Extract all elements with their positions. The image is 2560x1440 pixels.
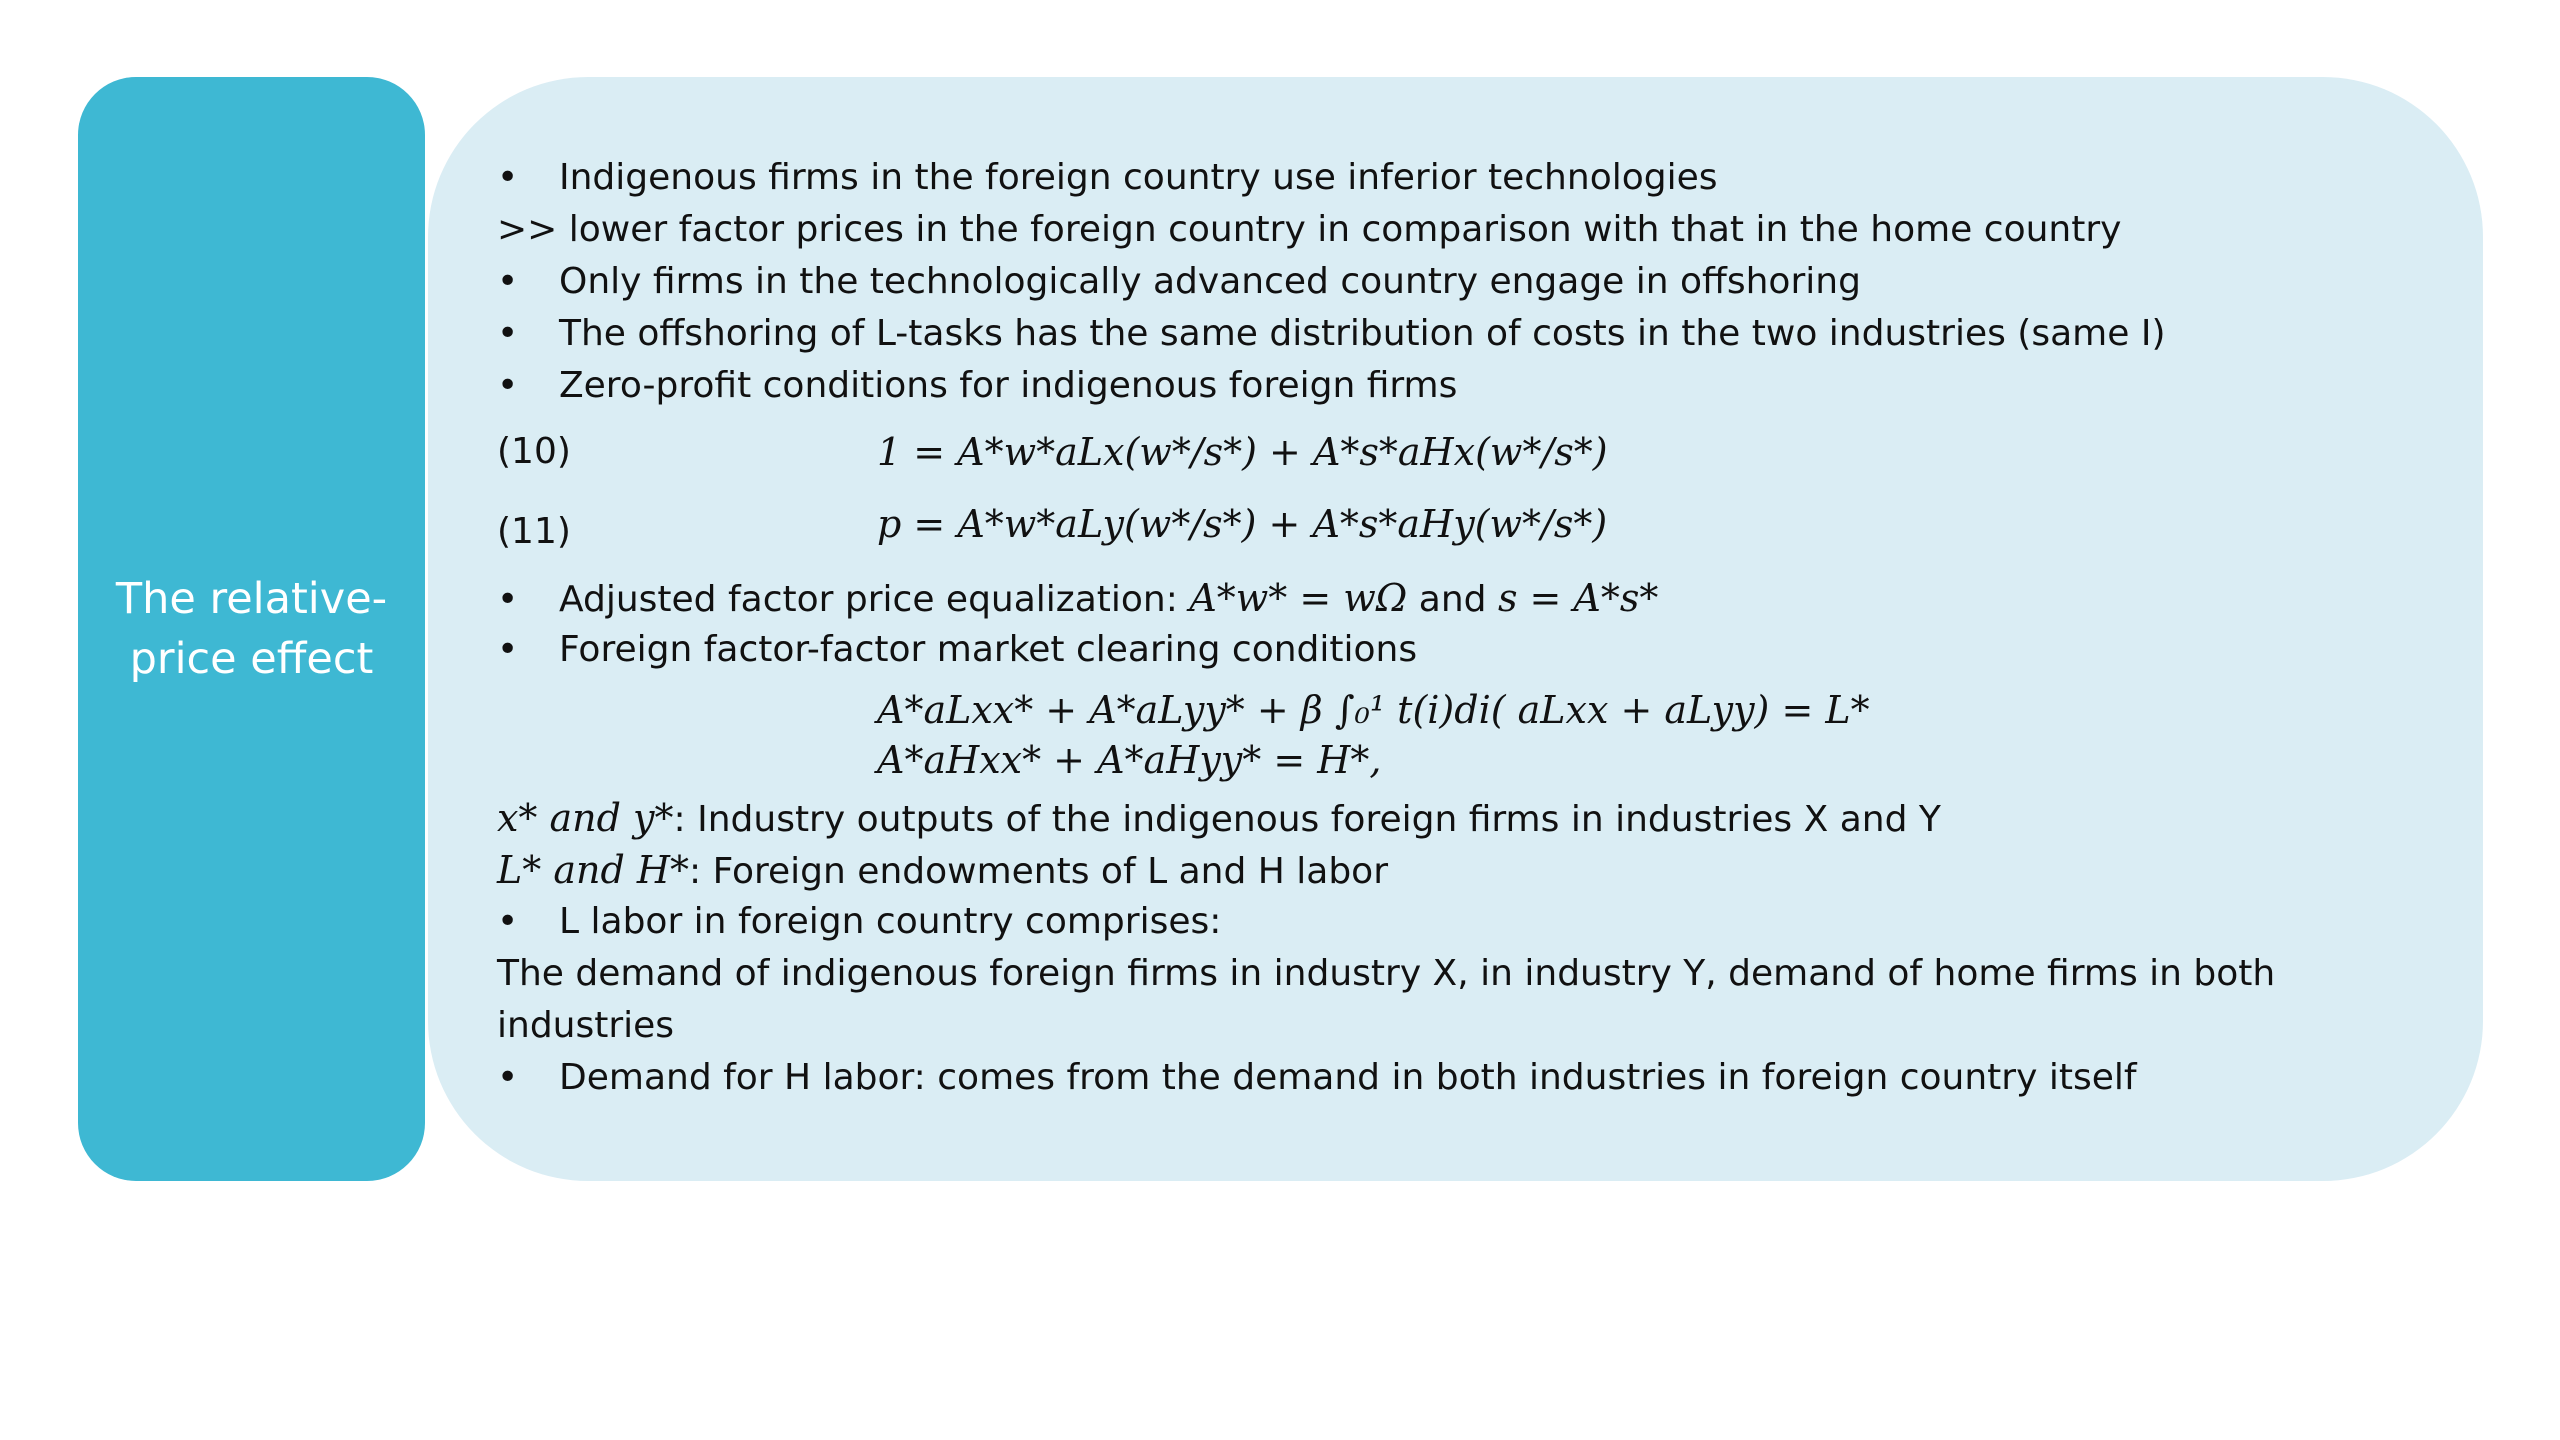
bullet-text: Zero-profit conditions for indigenous foreign firms — [559, 365, 1458, 406]
bullet-text: L labor in foreign country comprises: — [559, 901, 1222, 942]
bullet-text: Only firms in the technologically advanced country engage in offshoring — [559, 261, 1861, 302]
sidebar-title: The relative-price effect — [115, 574, 388, 684]
paragraph-text: The demand of indigenous foreign firms in industry X, in industry Y, demand of home firms in both industries — [497, 953, 2276, 1046]
bullet-text: and — [1407, 579, 1498, 620]
bullet-icon — [497, 256, 559, 308]
bullet-item — [497, 572, 2457, 624]
line-text: >> lower factor prices in the foreign country in comparison with that in the home country — [497, 209, 2122, 250]
inline-math: L* and H* — [497, 848, 689, 892]
text-line — [497, 204, 2457, 256]
equation-11 — [497, 492, 2457, 572]
bullet-item — [497, 624, 2457, 676]
paragraph — [497, 948, 2297, 1052]
market-clearing-equation-2 — [497, 734, 2457, 792]
sidebar-panel — [78, 77, 425, 1181]
bullet-item — [497, 896, 2457, 948]
bullet-text: Adjusted factor price equalization: — [559, 579, 1190, 620]
bullet-item — [497, 360, 2457, 412]
definition-line — [497, 792, 2457, 844]
bullet-icon — [497, 624, 559, 676]
bullet-text: Indigenous firms in the foreign country use inferior technologies — [559, 157, 1718, 198]
equation-10 — [497, 412, 2457, 492]
inline-math: s = A*s* — [1497, 576, 1659, 620]
market-clearing-equation-1 — [497, 676, 2457, 734]
bullet-text: Foreign factor-factor market clearing conditions — [559, 629, 1418, 670]
definition-text: : Foreign endowments of L and H labor — [689, 851, 1388, 892]
bullet-item — [497, 256, 2457, 308]
bullet-icon — [497, 308, 559, 360]
inline-math: A*w* = wΩ — [1189, 576, 1408, 620]
equation-formula: 1 = A*w*aLx(w*/s*) + A*s*aHx(w*/s*) — [877, 430, 1608, 474]
bullet-item — [497, 1052, 2457, 1104]
equation-formula: A*aLxx* + A*aLyy* + β ∫₀¹ t(i)di( aLxx + aLyy) = L* — [877, 688, 1870, 732]
equation-number: (10) — [497, 431, 571, 472]
equation-number: (11) — [497, 511, 571, 552]
bullet-text: The offshoring of L-tasks has the same distribution of costs in the two industries (same I) — [559, 313, 2166, 354]
content-body — [497, 152, 2457, 1104]
bullet-item — [497, 308, 2457, 360]
bullet-icon — [497, 896, 559, 948]
definition-line — [497, 844, 2457, 896]
bullet-text: Demand for H labor: comes from the demand in both industries in foreign country itself — [559, 1057, 2137, 1098]
equation-formula: A*aHxx* + A*aHyy* = H*, — [877, 738, 1382, 782]
definition-text: : Industry outputs of the indigenous foreign firms in industries X and Y — [673, 799, 1941, 840]
bullet-icon — [497, 152, 559, 204]
equation-formula: p = A*w*aLy(w*/s*) + A*s*aHy(w*/s*) — [877, 502, 1608, 546]
bullet-icon — [497, 1052, 559, 1104]
bullet-item — [497, 152, 2457, 204]
bullet-icon — [497, 360, 559, 412]
bullet-icon — [497, 574, 559, 626]
inline-math: x* and y* — [497, 796, 674, 840]
